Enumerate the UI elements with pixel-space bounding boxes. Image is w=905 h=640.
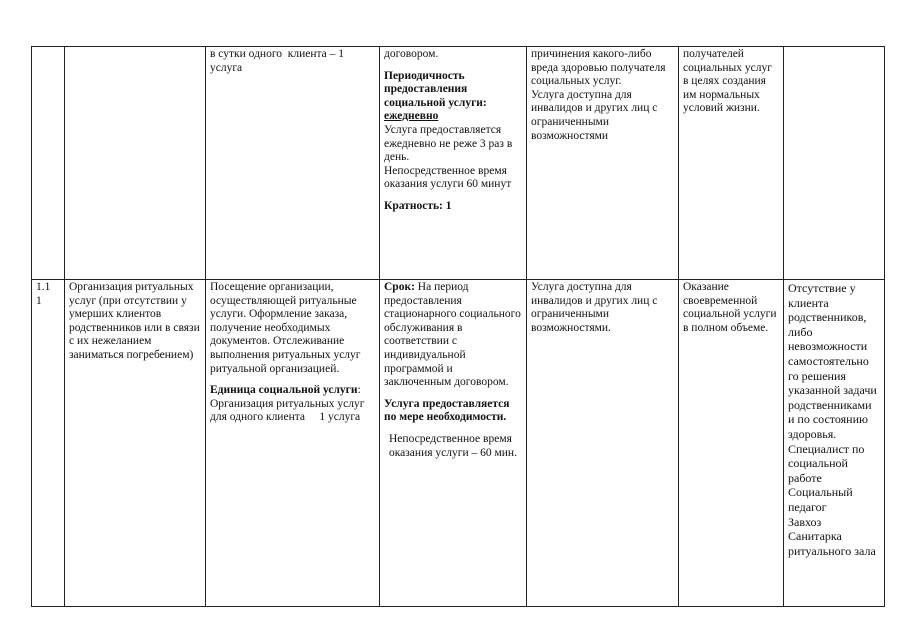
periodicity-heading: Периодичность предоставления социальной услуги: bbox=[384, 69, 490, 109]
duration-text: Непосредственное время оказания услуги 60 минут bbox=[384, 164, 512, 191]
frequency-text: Кратность: 1 bbox=[384, 199, 452, 212]
cell-service-name bbox=[65, 47, 206, 280]
cell-number bbox=[32, 47, 65, 280]
unit-heading: Единица социальной услуги bbox=[210, 384, 358, 397]
term-text: На период предоставления стационарного социального обслуживания в соответствии с индивидуальной программой и заключенным договором. bbox=[384, 281, 524, 389]
cell-conditions bbox=[784, 47, 885, 280]
cell-quality bbox=[527, 280, 679, 607]
cell-result bbox=[679, 280, 784, 607]
cell-terms bbox=[380, 47, 527, 280]
cell-conditions bbox=[784, 280, 885, 607]
cell-service-name bbox=[65, 280, 206, 607]
cell-terms bbox=[380, 280, 527, 607]
table-row bbox=[32, 280, 885, 607]
as-needed-text: Услуга предоставляется по мере необходимости. bbox=[384, 397, 513, 424]
result-text: Оказание своевременной социальной услуги в полном объеме. bbox=[683, 281, 780, 334]
provision-text: Услуга предоставляется ежедневно не реже 3 раз в день. bbox=[384, 123, 516, 164]
terms-contract-text: договором. bbox=[384, 48, 439, 60]
unit-text: Организация ритуальных услуг для одного клиента 1 услуга bbox=[210, 397, 368, 424]
cell-service-content bbox=[206, 280, 380, 607]
service-unit-text: в сутки одного клиента – 1 услуга bbox=[210, 48, 347, 74]
services-table bbox=[31, 46, 885, 607]
periodicity-value: ежедневно bbox=[384, 110, 439, 123]
conditions-text: Отсутствие у клиента родственников, либо невозможности самостоятельно го решения указанной задачи родственниками и по состоянию здоровья. Специалист по социальной работе Социальный педагог Завхоз Санитарка ритуального зала bbox=[788, 281, 877, 558]
cell-service-content bbox=[206, 47, 380, 280]
unit-heading-block bbox=[210, 384, 374, 398]
service-description: Посещение организации, осуществляющей ритуальные услуги. Оформление заказа, получение необходимых документов. Отслеживание выполнения ритуальных услуг ритуальной организацией. bbox=[210, 281, 364, 375]
duration-text: Непосредственное время оказания услуги – 60 мин. bbox=[389, 432, 517, 459]
table-row bbox=[32, 47, 885, 280]
quality-text: причинения какого-либо вреда здоровью получателя социальных услуг. Услуга доступна для инвалидов и других лиц с ограниченными возможностями bbox=[531, 48, 666, 142]
periodicity-block bbox=[384, 70, 521, 124]
quality-text: Услуга доступна для инвалидов и других лиц с ограниченными возможностями. bbox=[531, 281, 661, 334]
term-label: Срок: bbox=[384, 281, 415, 293]
service-name: Организация ритуальных услуг (при отсутствии у умерших клиентов родственников или в связи с их нежеланием заниматься погребением) bbox=[69, 281, 203, 361]
cell-number bbox=[32, 280, 65, 607]
result-text: получателей социальных услуг в целях создания им нормальных условий жизни. bbox=[683, 48, 775, 115]
row-number: 1.1 1 bbox=[36, 281, 51, 307]
cell-result bbox=[679, 47, 784, 280]
term-block bbox=[384, 281, 524, 390]
cell-quality bbox=[527, 47, 679, 280]
unit-colon: : bbox=[357, 384, 361, 397]
